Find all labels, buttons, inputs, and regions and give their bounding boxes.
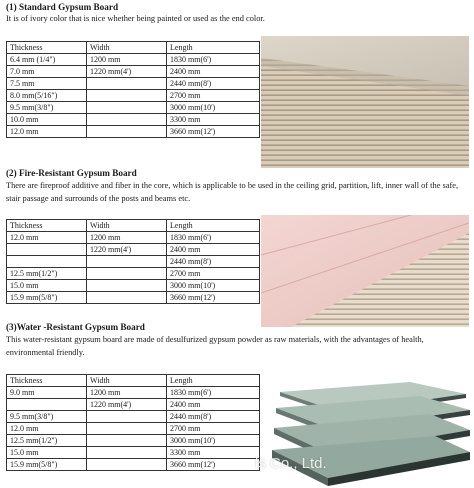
section-3-description: This water-resistant gypsum board are made of desulfurized gypsum powder as raw materials, with the advantages of health, environmental friendly. xyxy=(6,335,424,357)
table-row xyxy=(7,66,260,78)
table-cell: 2400 mm xyxy=(167,66,260,78)
table-row xyxy=(7,232,260,244)
table-cell: 12.0 mm xyxy=(7,126,87,138)
table-cell xyxy=(87,102,167,114)
table-row xyxy=(7,256,260,268)
table-cell xyxy=(87,280,167,292)
table-cell xyxy=(87,268,167,280)
column-header: Length xyxy=(167,375,260,387)
column-header: Length xyxy=(167,220,260,232)
table-cell xyxy=(7,256,87,268)
table-row xyxy=(7,54,260,66)
table-cell: 1220 mm(4') xyxy=(87,244,167,256)
table-cell: 12.0 mm xyxy=(7,232,87,244)
spec-table-body xyxy=(7,375,260,471)
table-cell: 1200 mm xyxy=(87,387,167,399)
table-cell: 1200 mm xyxy=(87,54,167,66)
table-row xyxy=(7,244,260,256)
table-row xyxy=(7,292,260,304)
table-cell: 2400 mm xyxy=(167,399,260,411)
table-row xyxy=(7,114,260,126)
table-header-row xyxy=(7,220,260,232)
section-1-description: It is of ivory color that is nice whether being painted or used as the end color. xyxy=(6,14,265,23)
table-cell: 12.0 mm xyxy=(7,423,87,435)
fire-resistant-spec-table xyxy=(6,219,260,304)
table-cell: 3300 mm xyxy=(167,114,260,126)
column-header: Thickness xyxy=(7,220,87,232)
table-cell: 2440 mm(8') xyxy=(167,78,260,90)
table-row xyxy=(7,126,260,138)
table-cell: 1830 mm(6') xyxy=(167,387,260,399)
table-cell: 3660 mm(12') xyxy=(167,126,260,138)
table-cell: 3000 mm(10') xyxy=(167,435,260,447)
table-row xyxy=(7,387,260,399)
standard-board-spec-table xyxy=(6,41,260,138)
table-cell: 1200 mm xyxy=(87,232,167,244)
table-cell: 2440 mm(8') xyxy=(167,411,260,423)
table-row xyxy=(7,447,260,459)
table-cell: 9.0 mm xyxy=(7,387,87,399)
table-row xyxy=(7,102,260,114)
column-header: Width xyxy=(87,220,167,232)
column-header: Width xyxy=(87,375,167,387)
table-row xyxy=(7,78,260,90)
table-cell xyxy=(87,459,167,471)
table-row xyxy=(7,459,260,471)
table-cell: 1830 mm(6') xyxy=(167,232,260,244)
table-cell: 2440 mm(8') xyxy=(167,256,260,268)
section-1-heading: (1) Standard Gypsum Board xyxy=(6,2,119,12)
table-cell: 1830 mm(6') xyxy=(167,54,260,66)
table-row xyxy=(7,435,260,447)
table-cell: 15.9 mm(5/8") xyxy=(7,459,87,471)
table-cell: 12.5 mm(1/2") xyxy=(7,435,87,447)
company-watermark: ls Co., Ltd. xyxy=(255,455,327,472)
spec-table-body xyxy=(7,42,260,138)
table-cell: 3660 mm(12') xyxy=(167,292,260,304)
table-row xyxy=(7,411,260,423)
table-cell xyxy=(87,126,167,138)
table-cell: 3660 mm(12') xyxy=(167,459,260,471)
section-2-description: There are fireproof additive and fiber in the core, which is applicable to be used in the ceiling grid, partition, lift, inner wall of the safe, stair passage and surrounds of the posts and beams etc. xyxy=(6,181,459,203)
column-header: Thickness xyxy=(7,375,87,387)
section-2-heading: (2) Fire-Resistant Gypsum Board xyxy=(6,168,137,178)
section-3-heading: (3)Water -Resistant Gypsum Board xyxy=(6,322,145,332)
table-cell: 10.0 mm xyxy=(7,114,87,126)
table-cell xyxy=(7,399,87,411)
column-header: Width xyxy=(87,42,167,54)
table-cell: 12.5 mm(1/2") xyxy=(7,268,87,280)
table-cell: 1220 mm(4') xyxy=(87,66,167,78)
table-cell xyxy=(7,244,87,256)
table-cell: 2700 mm xyxy=(167,90,260,102)
table-cell: 9.5 mm(3/8") xyxy=(7,102,87,114)
table-cell xyxy=(87,447,167,459)
standard-gypsum-board-photo xyxy=(261,36,469,168)
column-header: Thickness xyxy=(7,42,87,54)
table-cell: 2400 mm xyxy=(167,244,260,256)
table-row xyxy=(7,268,260,280)
table-cell: 15.0 mm xyxy=(7,447,87,459)
table-cell: 3300 mm xyxy=(167,447,260,459)
table-cell: 15.0 mm xyxy=(7,280,87,292)
table-cell: 15.9 mm(5/8") xyxy=(7,292,87,304)
table-row xyxy=(7,399,260,411)
table-cell: 8.0 mm(5/16") xyxy=(7,90,87,102)
table-cell xyxy=(87,256,167,268)
water-resistant-spec-table xyxy=(6,374,260,471)
fire-resistant-board-photo xyxy=(261,215,469,327)
table-row xyxy=(7,280,260,292)
column-header: Length xyxy=(167,42,260,54)
table-cell: 9.5 mm(3/8") xyxy=(7,411,87,423)
table-cell: 7.0 mm xyxy=(7,66,87,78)
table-cell: 3000 mm(10') xyxy=(167,102,260,114)
table-cell xyxy=(87,78,167,90)
table-cell: 6.4 mm (1/4") xyxy=(7,54,87,66)
table-cell xyxy=(87,292,167,304)
table-cell: 3000 mm(10') xyxy=(167,280,260,292)
table-cell xyxy=(87,423,167,435)
table-header-row xyxy=(7,42,260,54)
table-cell xyxy=(87,435,167,447)
table-cell: 2700 mm xyxy=(167,423,260,435)
table-cell: 2700 mm xyxy=(167,268,260,280)
table-cell xyxy=(87,90,167,102)
table-row xyxy=(7,90,260,102)
table-cell xyxy=(87,411,167,423)
table-cell: 1220 mm(4') xyxy=(87,399,167,411)
table-header-row xyxy=(7,375,260,387)
table-row xyxy=(7,423,260,435)
table-cell xyxy=(87,114,167,126)
table-cell: 7.5 mm xyxy=(7,78,87,90)
spec-table-body xyxy=(7,220,260,304)
